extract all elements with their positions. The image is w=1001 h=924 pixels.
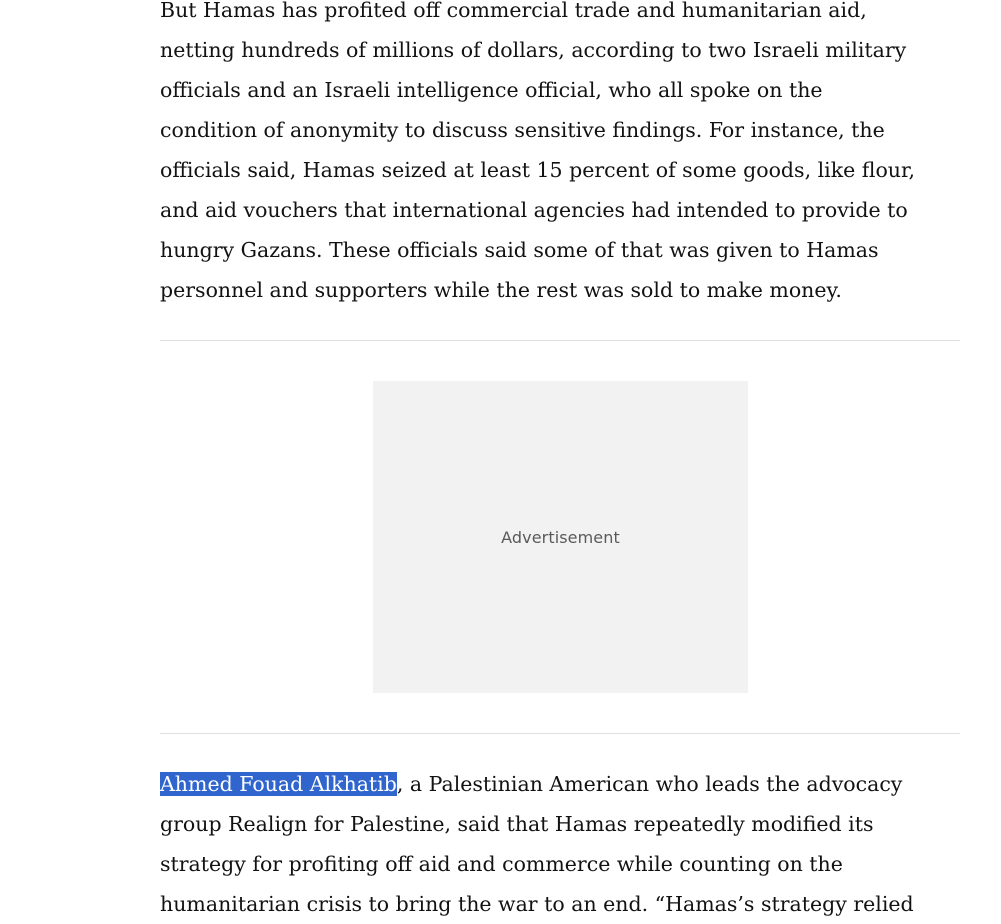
text-line: condition of anonymity to discuss sensitive findings. For instance, the — [160, 118, 885, 142]
advertisement-label: Advertisement — [501, 527, 620, 547]
text-line: group Realign for Palestine, said that Hamas repeatedly modified its — [160, 812, 874, 836]
text-line: officials and an Israeli intelligence official, who all spoke on the — [160, 78, 823, 102]
text-line: hungry Gazans. These officials said some of that was given to Hamas — [160, 238, 879, 262]
text-line: strategy for profiting off aid and commerce while counting on the — [160, 852, 843, 876]
selected-text-highlight[interactable]: Ahmed Fouad Alkhatib — [160, 772, 397, 796]
advertisement-slot[interactable] — [373, 381, 748, 693]
text-line: netting hundreds of millions of dollars, according to two Israeli military — [160, 38, 907, 62]
text-line — [160, 764, 914, 804]
paragraph-hamas-profits — [160, 0, 915, 310]
paragraph-alkhatib — [160, 764, 914, 924]
ad-divider-bottom — [160, 733, 960, 734]
text-line: humanitarian crisis to bring the war to an end. “Hamas’s strategy relied — [160, 892, 914, 916]
text-line: officials said, Hamas seized at least 15 percent of some goods, like flour, — [160, 158, 916, 182]
text-line: But Hamas has profited off commercial trade and humanitarian aid, — [160, 0, 867, 22]
text-line: and aid vouchers that international agencies had intended to provide to — [160, 198, 908, 222]
text-line-rest: , a Palestinian American who leads the advocacy — [396, 772, 903, 796]
text-line: personnel and supporters while the rest was sold to make money. — [160, 278, 842, 302]
ad-divider-top — [160, 340, 960, 341]
